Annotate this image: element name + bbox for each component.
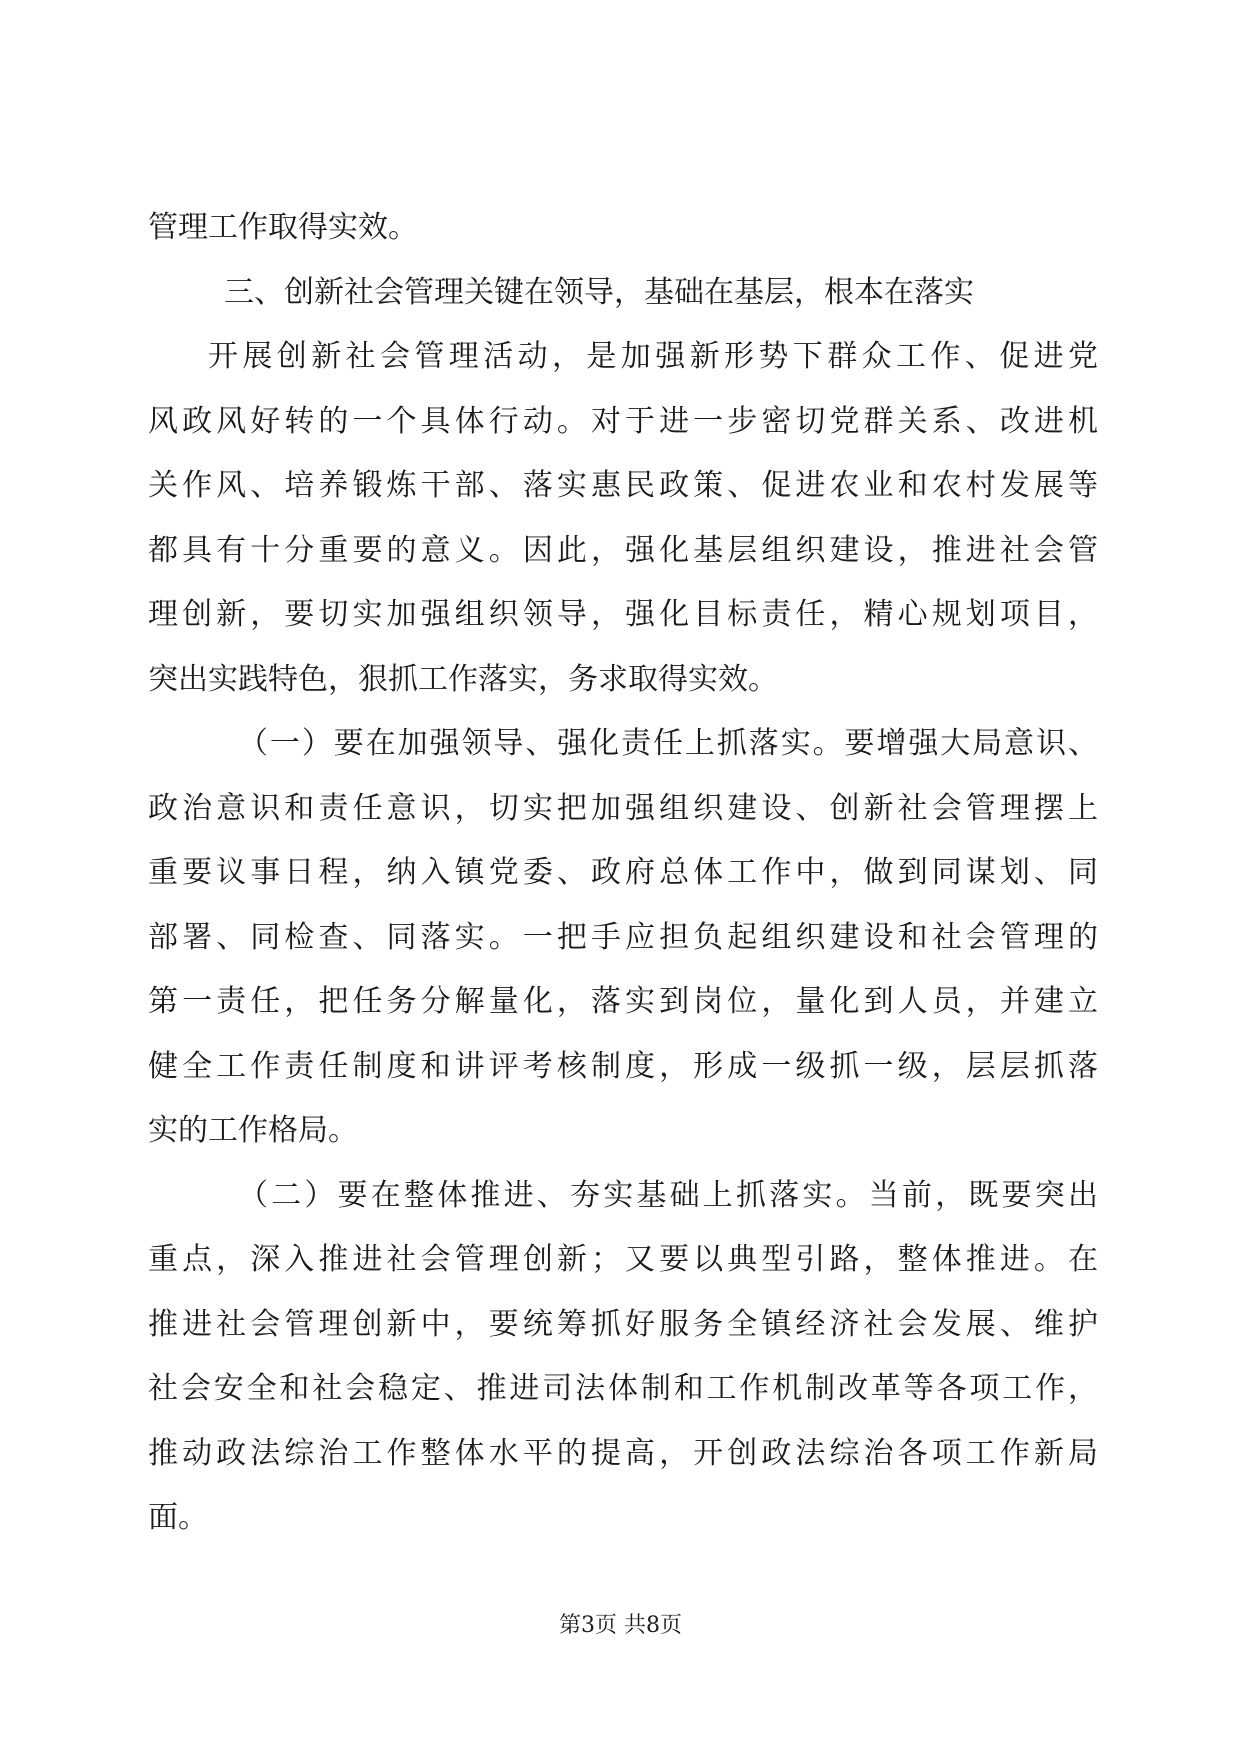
paragraph-line: 政治意识和责任意识，切实把加强组织建设、创新社会管理摆上 [148, 790, 1098, 826]
paragraph-line: 理创新，要切实加强组织领导，强化目标责任，精心规划项目， [148, 597, 1098, 632]
paragraph-line: 社会安全和社会稳定、推进司法体制和工作机制改革等各项工作， [148, 1371, 1098, 1406]
paragraph-line: 健全工作责任制度和讲评考核制度，形成一级抓一级，层层抓落 [148, 1048, 1098, 1084]
paragraph-line: 风政风好转的一个具体行动。对于进一步密切党群关系、改进机 [148, 403, 1098, 439]
page-number-footer: 第3页 共8页 [559, 1613, 682, 1638]
paragraph-line: 推进社会管理创新中，要统筹抓好服务全镇经济社会发展、维护 [148, 1306, 1098, 1342]
document-body [148, 196, 1098, 1551]
paragraph-line: 重点，深入推进社会管理创新；又要以典型引路，整体推进。在 [148, 1242, 1098, 1277]
subsection-paragraph-line: （一）要在加强领导、强化责任上抓落实。要增强大局意识、 [238, 726, 1098, 761]
paragraph-line: 第一责任，把任务分解量化，落实到岗位，量化到人员，并建立 [148, 984, 1098, 1019]
paragraph-line: 关作风、培养锻炼干部、落实惠民政策、促进农业和农村发展等 [148, 468, 1098, 503]
section-heading: 三、创新社会管理关键在领导，基础在基层，根本在落实 [224, 274, 974, 310]
paragraph-line: 开展创新社会管理活动，是加强新形势下群众工作、促进党 [208, 339, 1098, 374]
paragraph-line: 突出实践特色，狠抓工作落实，务求取得实效。 [148, 661, 778, 697]
paragraph-line: 推动政法综治工作整体水平的提高，开创政法综治各项工作新局 [148, 1435, 1098, 1471]
paragraph-line: 重要议事日程，纳入镇党委、政府总体工作中，做到同谋划、同 [148, 855, 1098, 890]
paragraph-line: 实的工作格局。 [148, 1113, 358, 1148]
paragraph-line: 管理工作取得实效。 [148, 210, 418, 245]
paragraph-line: 都具有十分重要的意义。因此，强化基层组织建设，推进社会管 [148, 532, 1098, 568]
subsection-paragraph-line: （二）要在整体推进、夯实基础上抓落实。当前，既要突出 [238, 1177, 1098, 1213]
paragraph-line: 部署、同检查、同落实。一把手应担负起组织建设和社会管理的 [148, 919, 1098, 955]
paragraph-line: 面。 [148, 1500, 208, 1535]
